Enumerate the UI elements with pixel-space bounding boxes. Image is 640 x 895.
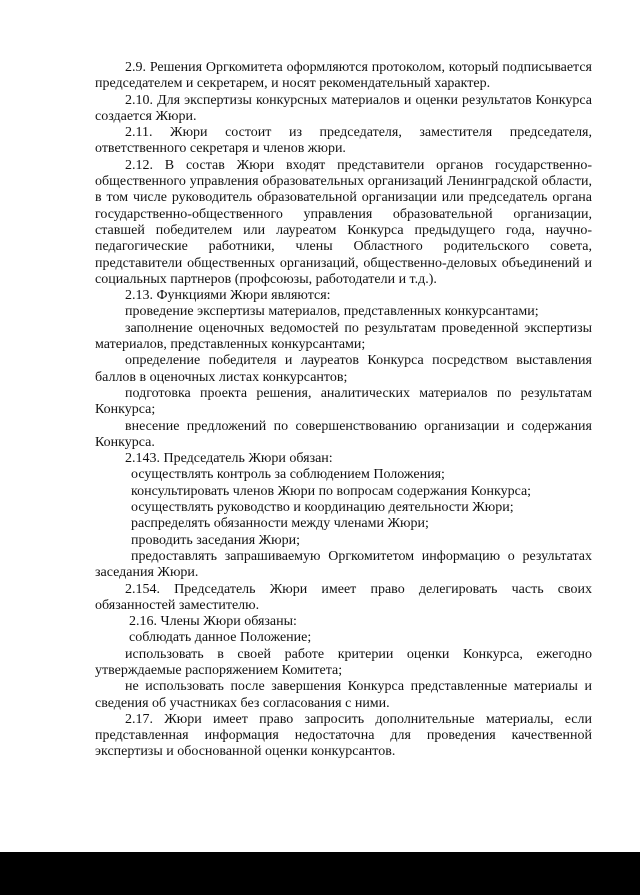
paragraph-2-11: 2.11. Жюри состоит из председателя, заместителя председателя, ответственного секретаря и членов жюри. bbox=[95, 125, 592, 157]
paragraph-2-12: 2.12. В состав Жюри входят представители органов государственно-общественного управления образовательных организаций Ленинградской области, в том числе руководитель образовательной организации или председатель органа государственно-общественного управления образовательной организации, ставшей победителем или лауреатом Конкурса предыдущего года, научно-педагогические работники, члены Областного родительского совета, представители общественных организаций, общественно-деловых объединений и социальных партнеров (профсоюзы, работодатели и т.д.). bbox=[95, 157, 592, 287]
chairman-duty-item: предоставлять запрашиваемую Оргкомитетом информацию о результатах заседания Жюри. bbox=[95, 548, 592, 581]
jury-function-item: проведение экспертизы материалов, представленных конкурсантами; bbox=[125, 304, 539, 320]
paragraph-2-13: 2.13. Функциями Жюри являются: bbox=[125, 288, 331, 304]
chairman-duty-item: проводить заседания Жюри; bbox=[131, 532, 301, 548]
jury-function-item: подготовка проекта решения, аналитических материалов по результатам Конкурса; bbox=[95, 385, 592, 418]
paragraph-2-9: 2.9. Решения Оргкомитета оформляются протоколом, который подписывается председателем и секретарем, и носят рекомендательный характер. bbox=[95, 60, 592, 92]
chairman-duty-item: распределять обязанности между членами Жюри; bbox=[131, 516, 429, 532]
document-body bbox=[95, 60, 592, 761]
member-duty-item: не использовать после завершения Конкурса представленные материалы и сведения об участниках без согласования с ними. bbox=[95, 679, 592, 711]
chairman-duty-item: осуществлять контроль за соблюдением Положения; bbox=[131, 467, 445, 483]
chairman-duty-item: осуществлять руководство и координацию деятельности Жюри; bbox=[131, 500, 514, 516]
member-duty-item: соблюдать данное Положение; bbox=[129, 630, 312, 646]
chairman-duty-item: консультировать членов Жюри по вопросам содержания Конкурса; bbox=[131, 483, 532, 499]
jury-function-item: внесение предложений по совершенствованию организации и содержания Конкурса. bbox=[95, 418, 592, 450]
paragraph-2-154: 2.154. Председатель Жюри имеет право делегировать часть своих обязанностей заместителю. bbox=[95, 581, 592, 613]
paragraph-2-16: 2.16. Члены Жюри обязаны: bbox=[129, 614, 297, 630]
paragraph-2-17: 2.17. Жюри имеет право запросить дополнительные материалы, если представленная информация недостаточна для проведения качественной экспертизы и обоснованной оценки конкурсантов. bbox=[95, 711, 592, 760]
jury-function-item: заполнение оценочных ведомостей по результатам проведенной экспертизы материалов, представленных конкурсантами; bbox=[95, 320, 592, 353]
member-duty-item: использовать в своей работе критерии оценки Конкурса, ежегодно утверждаемые распоряжением Комитета; bbox=[95, 646, 592, 678]
scan-bottom-bar bbox=[0, 852, 640, 895]
jury-function-item: определение победителя и лауреатов Конкурса посредством выставления баллов в оценочных листах конкурсантов; bbox=[95, 353, 592, 385]
paragraph-2-143: 2.143. Председатель Жюри обязан: bbox=[125, 451, 333, 467]
paragraph-2-10: 2.10. Для экспертизы конкурсных материалов и оценки результатов Конкурса создается Жюри. bbox=[95, 92, 592, 124]
